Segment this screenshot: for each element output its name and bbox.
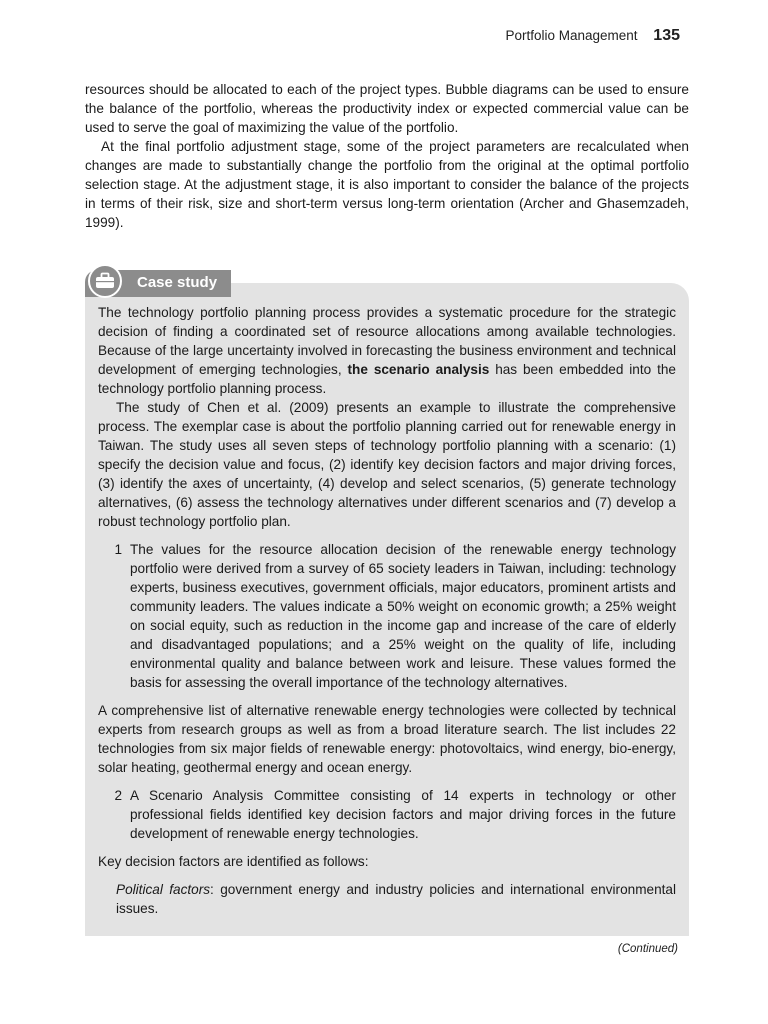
running-head-title: Portfolio Management <box>505 28 638 43</box>
case-bold-term: the scenario analysis <box>347 362 490 377</box>
running-head <box>505 27 680 45</box>
item-text: A Scenario Analysis Committee consisting of 14 experts in technology or other professional fields identified key decision factors and major driving forces in the future development of renewable energy technologies. <box>130 788 676 841</box>
briefcase-icon <box>88 264 122 298</box>
numbered-item <box>98 786 676 843</box>
case-study-box <box>85 283 689 936</box>
case-paragraph: A comprehensive list of alternative renewable energy technologies were collected by technical experts from research groups as well as from a broad literature search. The list includes 22 technologies from six major fields of renewable energy: photovoltaics, wind energy, bio-energy, solar heating, geothermal energy and ocean energy. <box>98 703 676 775</box>
item-number: 2 <box>114 788 122 803</box>
case-paragraph: Key decision factors are identified as follows: <box>98 854 369 869</box>
political-text: : government energy and industry policies and international environmental issues. <box>116 882 676 916</box>
page-number: 135 <box>653 27 680 44</box>
numbered-item <box>98 540 676 692</box>
item-text: The values for the resource allocation decision of the renewable energy technology portfolio were derived from a survey of 65 society leaders in Taiwan, including: technology experts, business executives, government officials, major educators, prominent artists and community leaders. The values indicate a 50% weight on economic growth; a 25% weight on social equity, such as reduction in the income gap and increase of the care of elderly and disadvantaged populations; and a 25% weight on the quality of life, including environmental quality and balance between work and leisure. These values formed the basis for assessing the overall importance of the technology alternatives. <box>130 542 676 690</box>
case-text: has been embedded into the technology portfolio planning process. <box>98 362 676 396</box>
case-text: The technology portfolio planning process provides a systematic procedure for the strategic decision of finding a coordinated set of resource allocations among available technologies. Because of the large uncertainty involved in forecasting the business environment and technical development of emerging technologies, <box>98 305 676 377</box>
continued-note: (Continued) <box>617 943 678 955</box>
political-term: Political factors <box>116 882 211 897</box>
case-paragraph <box>98 303 676 398</box>
case-paragraph: The study of Chen et al. (2009) presents an example to illustrate the comprehensive process. The exemplar case is about the portfolio planning carried out for renewable energy in Taiwan. The study uses all seven steps of technology portfolio planning with a scenario: (1) specify the decision value and focus, (2) identify key decision factors and major driving forces, (3) identify the axes of uncertainty, (4) develop and select scenarios, (5) generate technology alternatives, (6) assess the technology alternatives under different scenarios and (7) develop a robust technology portfolio plan. <box>98 400 676 529</box>
main-text <box>85 80 689 232</box>
case-study-tab <box>85 270 231 297</box>
paragraph: resources should be allocated to each of the project types. Bubble diagrams can be used to ensure the balance of the portfolio, whereas the productivity index or expected commercial value can be used to serve the goal of maximizing the value of the portfolio. <box>85 82 689 135</box>
case-study-label: Case study <box>137 274 218 291</box>
paragraph: At the final portfolio adjustment stage, some of the project parameters are recalculated when changes are made to substantially change the portfolio from the original at the optimal portfolio selection stage. At the adjustment stage, it is also important to consider the balance of the projects in terms of their risk, size and short-term versus long-term orientation (Archer and Ghasemzadeh, 1999). <box>85 139 689 230</box>
political-factors <box>98 880 676 918</box>
item-number: 1 <box>114 542 122 557</box>
